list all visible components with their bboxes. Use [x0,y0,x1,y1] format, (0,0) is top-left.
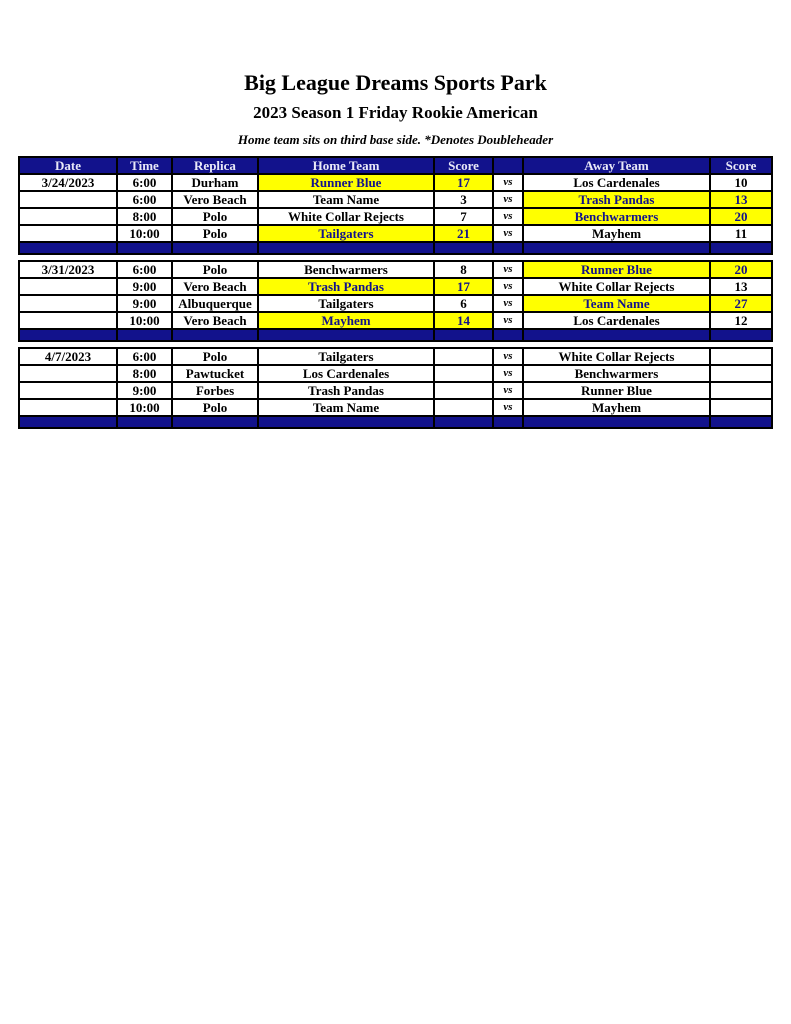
home-score-cell: 21 [434,225,493,242]
vs-label: vs [493,261,523,278]
game-row [19,399,772,416]
date-cell [19,225,117,242]
time-cell: 9:00 [117,382,172,399]
home-team-cell: Team Name [258,191,434,208]
date-cell: 4/7/2023 [19,348,117,365]
separator-cell [434,416,493,428]
vs-label: vs [493,348,523,365]
separator-cell [172,329,258,341]
separator-cell [523,242,710,254]
away-score-cell [710,348,772,365]
vs-label: vs [493,295,523,312]
separator-cell [172,416,258,428]
date-cell [19,208,117,225]
separator-cell [434,242,493,254]
header-vs [493,157,523,174]
replica-cell: Polo [172,399,258,416]
time-cell: 10:00 [117,399,172,416]
replica-cell: Pawtucket [172,365,258,382]
away-team-cell: Mayhem [523,399,710,416]
section-separator [19,416,772,428]
away-team-cell: White Collar Rejects [523,278,710,295]
separator-cell [710,242,772,254]
header-away-score: Score [710,157,772,174]
home-team-cell: Trash Pandas [258,382,434,399]
time-cell: 6:00 [117,174,172,191]
game-row [19,348,772,365]
home-team-cell: Team Name [258,399,434,416]
game-row [19,261,772,278]
away-score-cell [710,382,772,399]
replica-cell: Polo [172,208,258,225]
away-score-cell: 13 [710,278,772,295]
game-row [19,278,772,295]
home-score-cell [434,365,493,382]
page-title: Big League Dreams Sports Park [244,70,547,95]
game-row [19,312,772,329]
away-team-cell: Los Cardenales [523,174,710,191]
separator-cell [434,329,493,341]
time-cell: 9:00 [117,278,172,295]
header-row [19,157,772,174]
separator-cell [493,416,523,428]
schedule-page [0,0,791,429]
away-score-cell: 11 [710,225,772,242]
separator-cell [710,416,772,428]
time-cell: 6:00 [117,191,172,208]
page-subtitle: 2023 Season 1 Friday Rookie American [253,103,538,122]
home-team-cell: Tailgaters [258,295,434,312]
date-cell [19,295,117,312]
separator-cell [493,329,523,341]
home-score-cell: 14 [434,312,493,329]
replica-cell: Forbes [172,382,258,399]
date-cell [19,382,117,399]
game-row [19,295,772,312]
header-home-team: Home Team [258,157,434,174]
away-score-cell: 20 [710,208,772,225]
away-score-cell [710,399,772,416]
game-row [19,208,772,225]
home-score-cell: 3 [434,191,493,208]
game-row [19,174,772,191]
section-separator [19,329,772,341]
time-cell: 8:00 [117,365,172,382]
away-team-cell: Mayhem [523,225,710,242]
vs-label: vs [493,174,523,191]
schedule-table-section-1 [18,156,773,255]
separator-cell [117,416,172,428]
home-team-cell: Runner Blue [258,174,434,191]
game-row [19,225,772,242]
home-team-cell: Benchwarmers [258,261,434,278]
replica-cell: Vero Beach [172,312,258,329]
away-team-cell: Runner Blue [523,261,710,278]
date-cell [19,191,117,208]
separator-cell [19,329,117,341]
away-score-cell: 10 [710,174,772,191]
separator-cell [523,416,710,428]
home-score-cell: 7 [434,208,493,225]
home-team-cell: Los Cardenales [258,365,434,382]
vs-label: vs [493,191,523,208]
date-cell [19,365,117,382]
replica-cell: Durham [172,174,258,191]
game-row [19,365,772,382]
game-row [19,191,772,208]
time-cell: 10:00 [117,312,172,329]
header-replica: Replica [172,157,258,174]
away-team-cell: Runner Blue [523,382,710,399]
vs-label: vs [493,225,523,242]
vs-label: vs [493,382,523,399]
replica-cell: Vero Beach [172,278,258,295]
away-team-cell: Trash Pandas [523,191,710,208]
vs-label: vs [493,208,523,225]
separator-cell [258,329,434,341]
home-score-cell: 6 [434,295,493,312]
time-cell: 10:00 [117,225,172,242]
time-cell: 6:00 [117,261,172,278]
home-team-cell: Tailgaters [258,225,434,242]
home-team-note: Home team sits on third base side. *Denotes Doubleheader [237,132,554,147]
away-score-cell [710,365,772,382]
date-cell [19,312,117,329]
header-date: Date [19,157,117,174]
away-score-cell: 27 [710,295,772,312]
replica-cell: Albuquerque [172,295,258,312]
separator-cell [710,329,772,341]
date-cell [19,399,117,416]
away-team-cell: Team Name [523,295,710,312]
home-team-cell: White Collar Rejects [258,208,434,225]
home-team-cell: Mayhem [258,312,434,329]
schedule-table-section-2 [18,260,773,342]
home-score-cell [434,382,493,399]
away-team-cell: Los Cardenales [523,312,710,329]
vs-label: vs [493,312,523,329]
separator-cell [493,242,523,254]
replica-cell: Polo [172,348,258,365]
separator-cell [117,329,172,341]
separator-cell [258,242,434,254]
date-cell [19,278,117,295]
away-team-cell: White Collar Rejects [523,348,710,365]
date-cell: 3/24/2023 [19,174,117,191]
time-cell: 6:00 [117,348,172,365]
home-score-cell: 8 [434,261,493,278]
away-score-cell: 20 [710,261,772,278]
separator-cell [19,242,117,254]
section-separator [19,242,772,254]
away-score-cell: 12 [710,312,772,329]
header-away-team: Away Team [523,157,710,174]
separator-cell [19,416,117,428]
vs-label: vs [493,399,523,416]
date-cell: 3/31/2023 [19,261,117,278]
replica-cell: Polo [172,261,258,278]
home-score-cell [434,348,493,365]
home-team-cell: Trash Pandas [258,278,434,295]
time-cell: 9:00 [117,295,172,312]
separator-cell [258,416,434,428]
replica-cell: Vero Beach [172,191,258,208]
away-team-cell: Benchwarmers [523,208,710,225]
away-team-cell: Benchwarmers [523,365,710,382]
vs-label: vs [493,365,523,382]
home-score-cell [434,399,493,416]
home-score-cell: 17 [434,278,493,295]
schedule-table-section-3 [18,347,773,429]
away-score-cell: 13 [710,191,772,208]
header-home-score: Score [434,157,493,174]
separator-cell [172,242,258,254]
home-score-cell: 17 [434,174,493,191]
separator-cell [523,329,710,341]
separator-cell [117,242,172,254]
vs-label: vs [493,278,523,295]
replica-cell: Polo [172,225,258,242]
time-cell: 8:00 [117,208,172,225]
game-row [19,382,772,399]
header-time: Time [117,157,172,174]
home-team-cell: Tailgaters [258,348,434,365]
